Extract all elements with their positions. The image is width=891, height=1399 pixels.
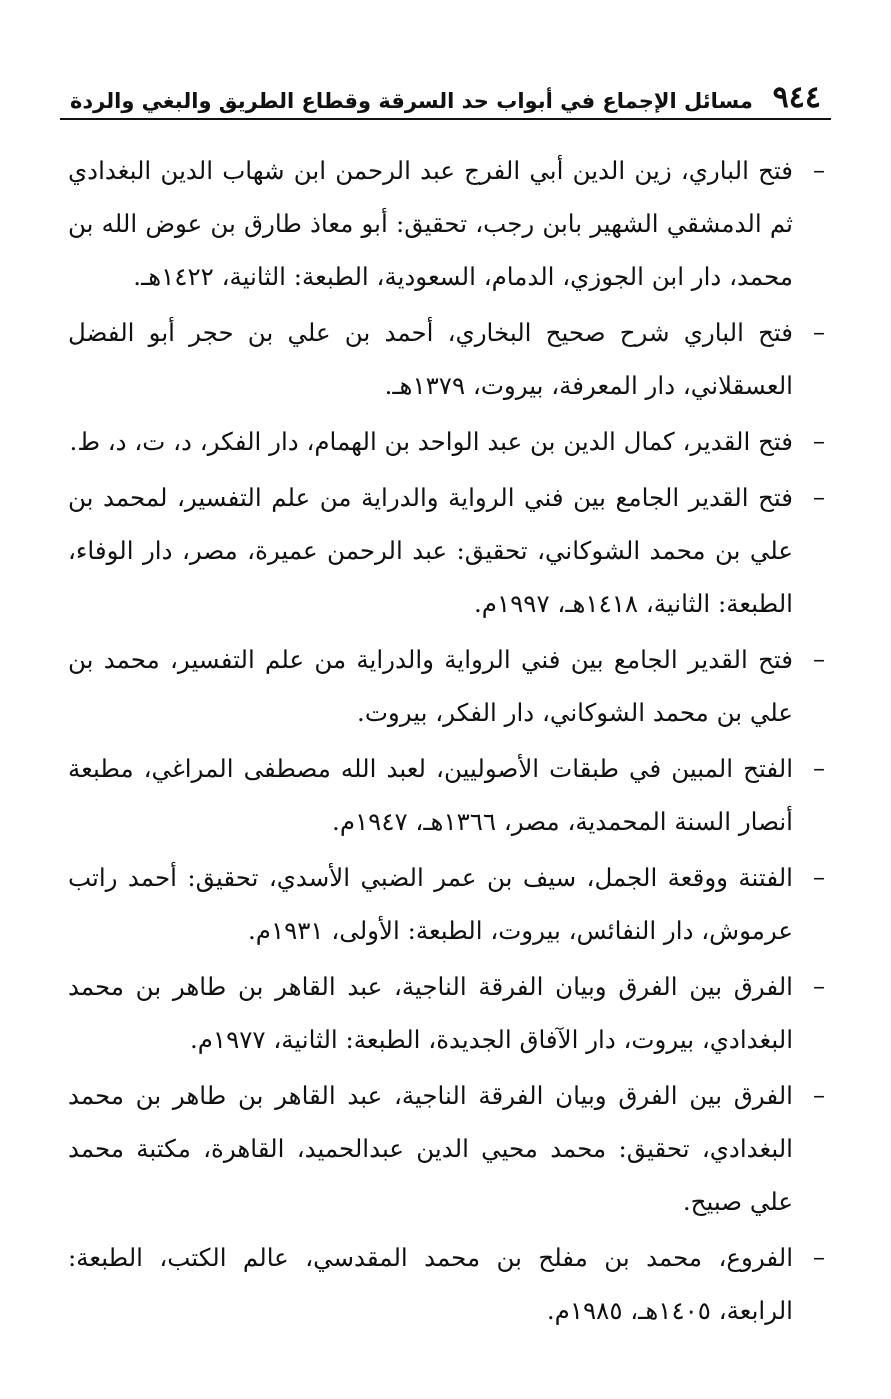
- list-dash: –: [813, 754, 825, 782]
- entry-text: الفتنة ووقعة الجمل، سيف بن عمر الضبي الأسدي، تحقيق: أحمد راتب عرموش، دار النفائس، بيروت، الطبعة: الأولى، ١٩٣١م.: [68, 863, 793, 945]
- bibliography-entry: [68, 633, 825, 739]
- list-dash: –: [813, 156, 825, 184]
- bibliography-list: [68, 144, 825, 1340]
- entry-text: الفروع، محمد بن مفلح بن محمد المقدسي، عالم الكتب، الطبعة: الرابعة، ١٤٠٥هـ، ١٩٨٥م.: [68, 1243, 793, 1325]
- entry-text: الفرق بين الفرق وبيان الفرقة الناجية، عبد القاهر بن طاهر بن محمد البغدادي، تحقيق: محمد محيي الدين عبدالحميد، القاهرة، مكتبة محمد علي صبيح.: [68, 1081, 793, 1216]
- entry-text: فتح الباري، زين الدين أبي الفرج عبد الرحمن ابن شهاب الدين البغدادي ثم الدمشقي الشهير بابن رجب، تحقيق: أبو معاذ طارق بن عوض الله بن محمد، دار ابن الجوزي، الدمام، السعودية، الطبعة: الثانية، ١٤٢٢هـ.: [68, 156, 793, 291]
- page-number: ٩٤٤: [772, 80, 821, 115]
- bibliography-entry: [68, 415, 825, 468]
- bibliography-entry: [68, 1231, 825, 1337]
- list-dash: –: [813, 1243, 825, 1271]
- list-dash: –: [813, 972, 825, 1000]
- header-rule: [60, 118, 831, 120]
- list-dash: –: [813, 483, 825, 511]
- entry-text: فتح القدير، كمال الدين بن عبد الواحد بن الهمام، دار الفكر، د، ت، د، ط.: [69, 427, 793, 456]
- list-dash: –: [813, 863, 825, 891]
- entry-text: الفرق بين الفرق وبيان الفرقة الناجية، عبد القاهر بن طاهر بن محمد البغدادي، بيروت، دار الآفاق الجديدة، الطبعة: الثانية، ١٩٧٧م.: [68, 972, 793, 1054]
- entry-text: فتح القدير الجامع بين فني الرواية والدراية من علم التفسير، لمحمد بن علي بن محمد الشوكاني، تحقيق: عبد الرحمن عميرة، مصر، دار الوفاء، الطبعة: الثانية، ١٤١٨هـ، ١٩٩٧م.: [68, 483, 793, 618]
- entry-text: فتح الباري شرح صحيح البخاري، أحمد بن علي بن حجر أبو الفضل العسقلاني، دار المعرفة، بيروت، ١٣٧٩هـ.: [68, 318, 793, 400]
- list-dash: –: [813, 318, 825, 346]
- list-dash: –: [813, 645, 825, 673]
- bibliography-entry: [68, 471, 825, 630]
- entry-text: فتح القدير الجامع بين فني الرواية والدراية من علم التفسير، محمد بن علي بن محمد الشوكاني، دار الفكر، بيروت.: [68, 645, 793, 727]
- bibliography-entry: [68, 306, 825, 412]
- list-dash: –: [813, 1081, 825, 1109]
- bibliography-entry: [68, 1069, 825, 1228]
- bibliography-entry: [68, 144, 825, 303]
- bibliography-entry: [68, 742, 825, 848]
- bibliography-entry: [68, 851, 825, 957]
- entry-text: الفتح المبين في طبقات الأصوليين، لعبد الله مصطفى المراغي، مطبعة أنصار السنة المحمدية، مصر، ١٣٦٦هـ، ١٩٤٧م.: [68, 754, 793, 836]
- bibliography-entry: [68, 960, 825, 1066]
- page-header: [70, 70, 829, 116]
- list-dash: –: [813, 427, 825, 455]
- running-title: مسائل الإجماع في أبواب حد السرقة وقطاع الطريق والبغي والردة: [70, 89, 753, 113]
